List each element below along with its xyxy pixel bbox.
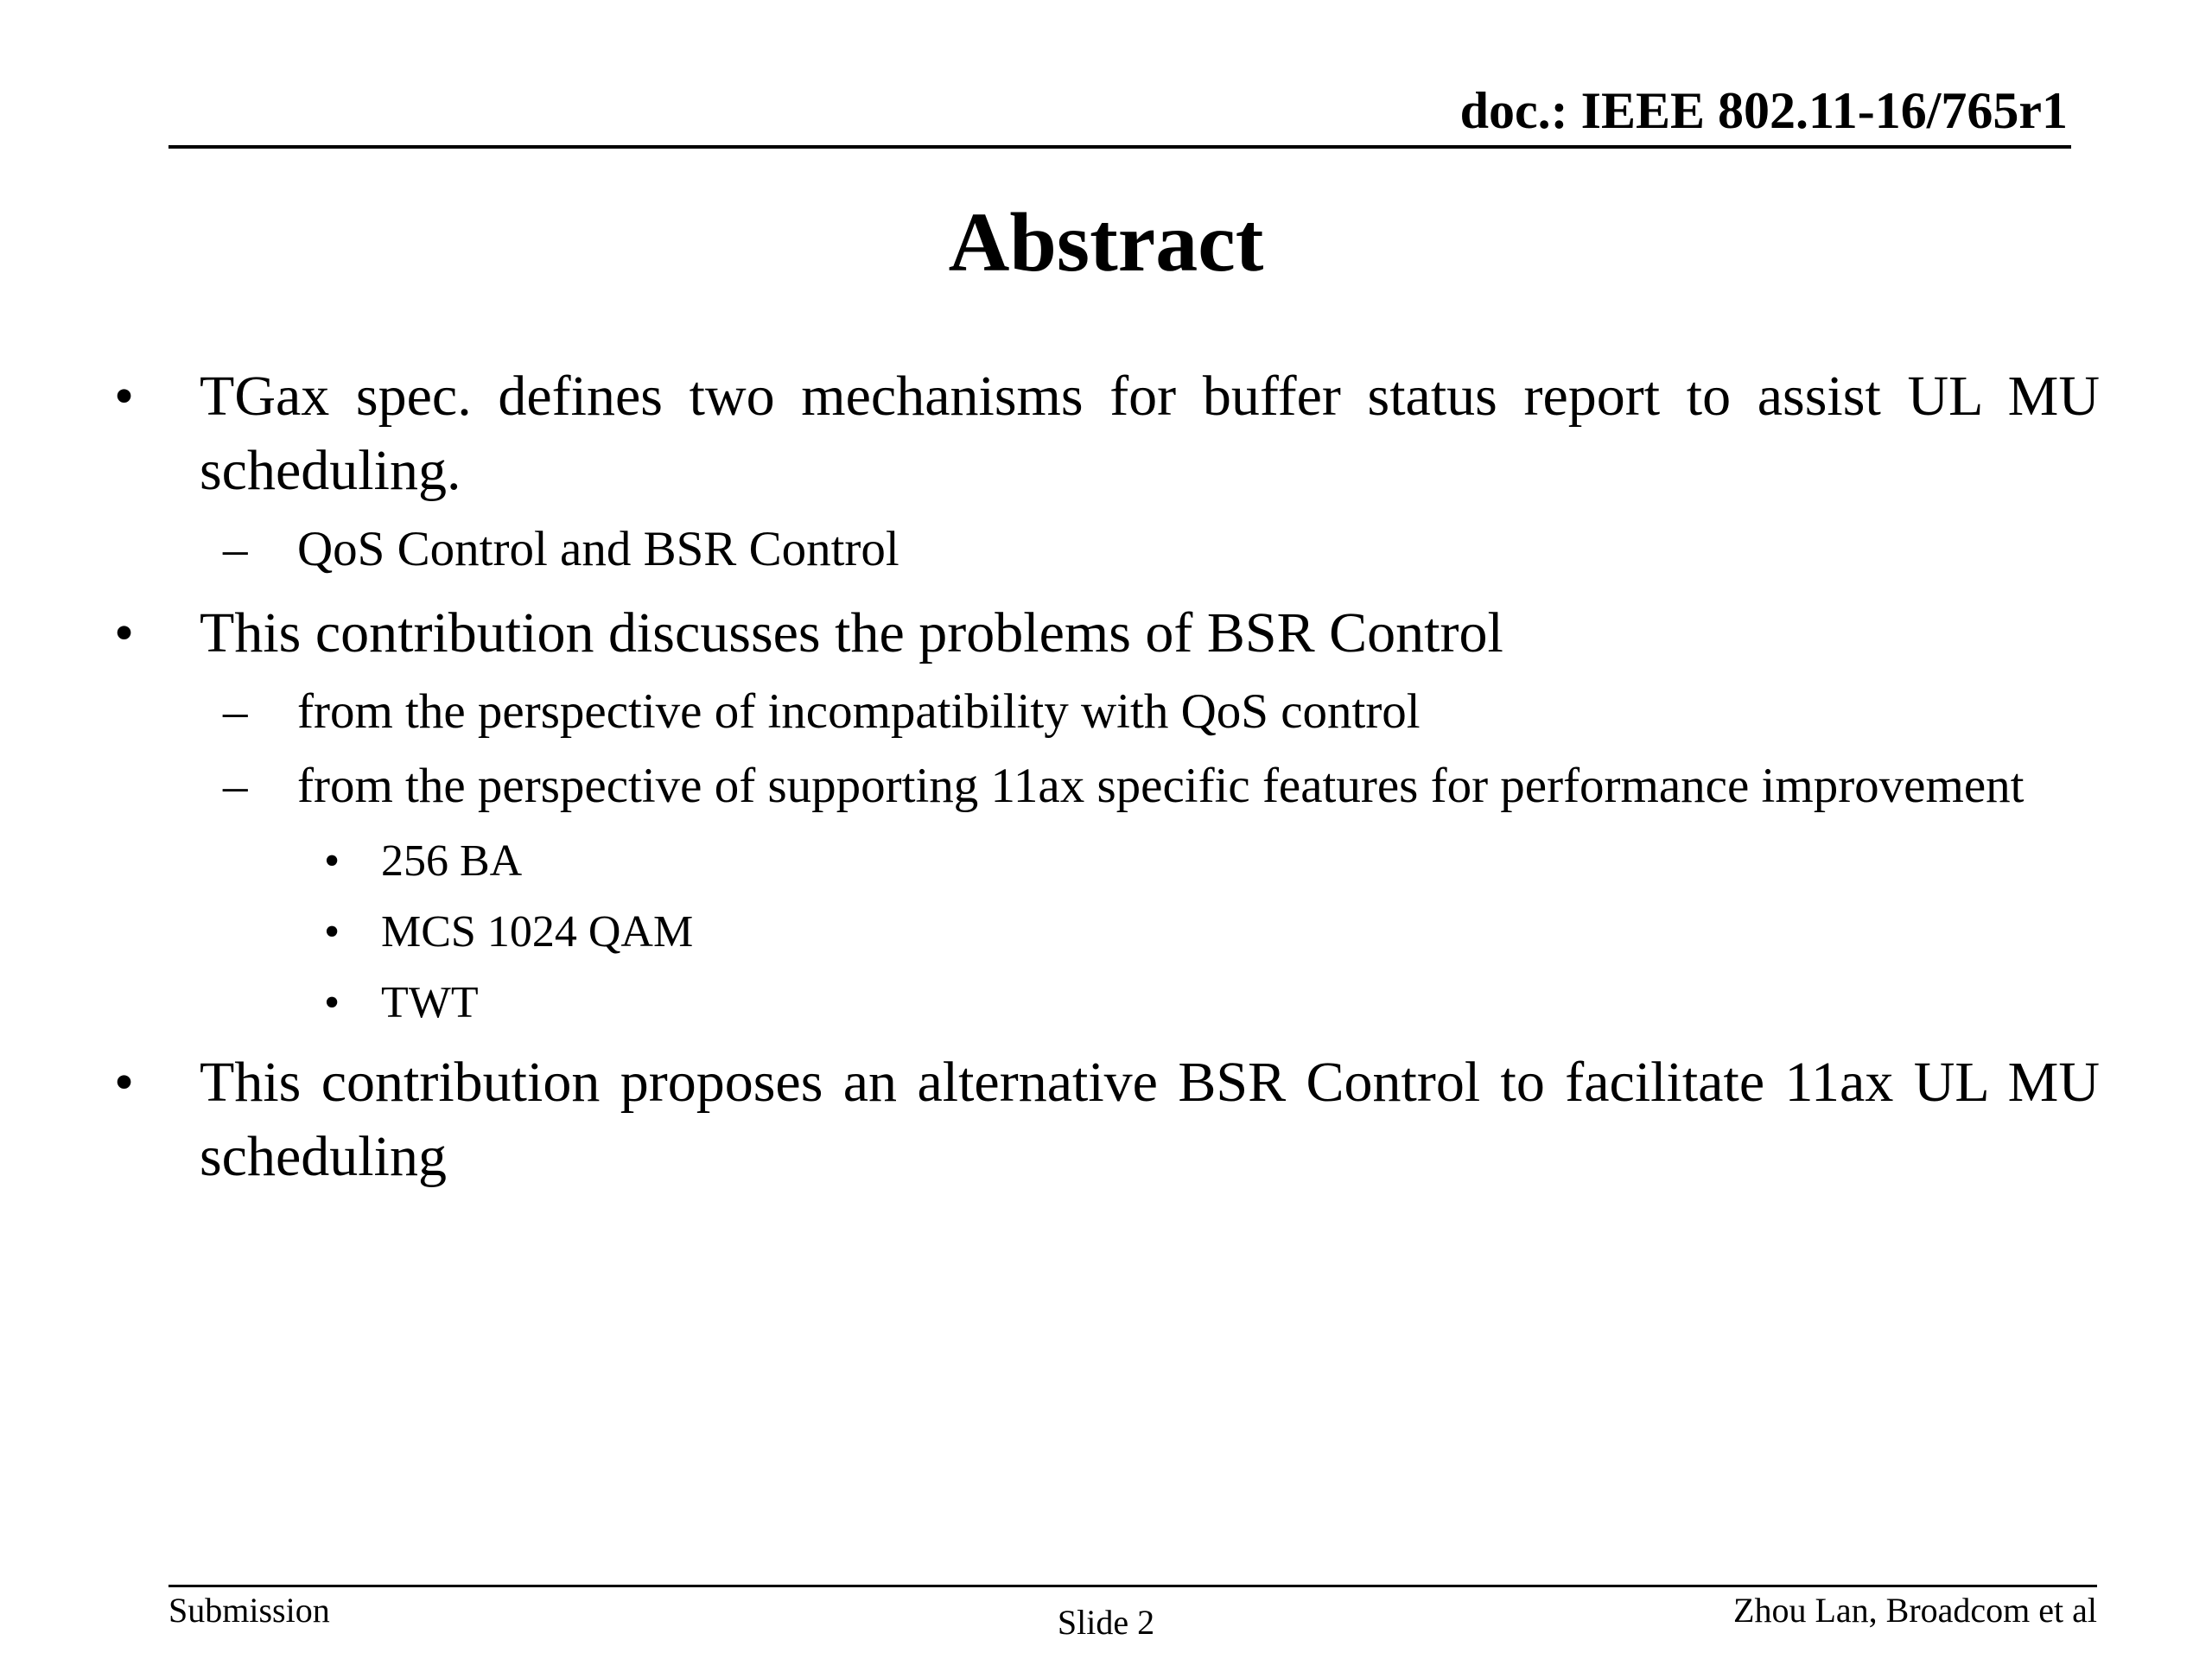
sub-bullet-item xyxy=(112,753,2100,819)
dash-marker: – xyxy=(223,759,248,813)
bullet-marker: • xyxy=(324,907,340,957)
slide-title: Abstract xyxy=(948,196,1264,289)
footer-divider xyxy=(168,1585,2097,1587)
footer-author: Zhou Lan, Broadcom et al xyxy=(1733,1591,2097,1630)
sub-sub-bullet-text: MCS 1024 QAM xyxy=(381,907,694,957)
sub-bullet-text: QoS Control and BSR Control xyxy=(297,522,899,576)
bullet-marker: • xyxy=(114,1051,135,1114)
document-id: doc.: IEEE 802.11-16/765r1 xyxy=(1459,82,2068,139)
sub-bullet-text: from the perspective of incompatibility with QoS control xyxy=(297,684,1421,739)
sub-sub-bullet-item xyxy=(112,833,2100,890)
bullet-item xyxy=(112,596,2100,671)
sub-bullet-item xyxy=(112,517,2100,582)
bullet-item xyxy=(112,1046,2100,1194)
sub-bullet-item xyxy=(112,679,2100,745)
slide-body xyxy=(112,346,2100,1194)
sub-bullet-text: from the perspective of supporting 11ax specific features for performance improvement xyxy=(297,759,2024,813)
bullet-marker: • xyxy=(324,978,340,1027)
footer-submission: Submission xyxy=(168,1591,330,1630)
bullet-text: This contribution discusses the problems of BSR Control xyxy=(200,601,1503,664)
sub-sub-bullet-text: 256 BA xyxy=(381,836,523,886)
sub-sub-bullet-item xyxy=(112,904,2100,961)
dash-marker: – xyxy=(223,522,248,576)
slide-number: Slide 2 xyxy=(1057,1603,1155,1642)
sub-sub-bullet-text: TWT xyxy=(381,978,479,1027)
dash-marker: – xyxy=(223,684,248,739)
bullet-text: This contribution proposes an alternative BSR Control to facilitate 11ax UL MU scheduling xyxy=(200,1051,2100,1188)
sub-sub-bullet-item xyxy=(112,975,2100,1032)
bullet-marker: • xyxy=(324,836,340,886)
bullet-marker: • xyxy=(114,365,135,428)
header-divider xyxy=(168,145,2071,149)
bullet-marker: • xyxy=(114,601,135,664)
bullet-item xyxy=(112,359,2100,508)
bullet-text: TGax spec. defines two mechanisms for buffer status report to assist UL MU scheduling. xyxy=(200,365,2100,502)
